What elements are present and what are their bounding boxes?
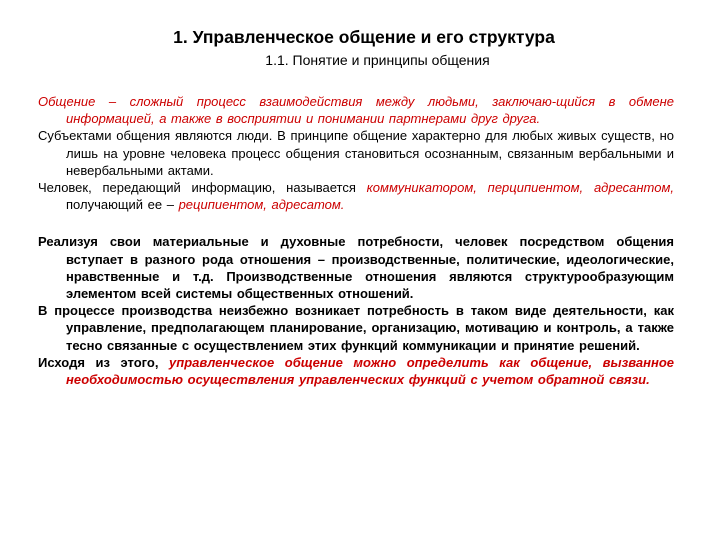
conclusion-paragraph	[38, 354, 674, 388]
paragraph-gap	[38, 213, 674, 233]
conclusion-text: Исходя из этого,	[38, 354, 170, 370]
communicator-paragraph	[38, 179, 674, 213]
communicator-text-2: получающий ее –	[66, 197, 179, 213]
communicator-text-1: Человек, передающий информацию, называется	[38, 180, 367, 196]
definition-paragraph: Общение – сложный процесс взаимодействия между людьми, заключаю-щийся в обмене информацией, а также в восприятии и понимании партнерами друг друга.	[38, 94, 674, 127]
slide-body	[38, 93, 674, 388]
communicator-terms: коммуникатором, перципиентом, адресантом,	[366, 180, 674, 196]
relations-paragraph: Реализуя свои материальные и духовные потребности, человек посредством общения вступает в разного рода отношения – производственные, политические, идеологические, нравственные и т.д. Производственные отношения являются структурообразующим элементом всей системы общественных отношений.	[38, 234, 674, 302]
recipient-terms: реципиентом, адресатом.	[178, 197, 345, 213]
management-paragraph: В процессе производства неизбежно возникает потребность в таком виде деятельности, как управление, предполагающем планирование, организацию, мотивацию и контроль, а также тесно связанные с осуществлением этих функций коммуникации и принятие решений.	[38, 303, 674, 353]
slide-title: 1. Управленческое общение и его структура	[173, 27, 555, 47]
slide-subtitle: 1.1. Понятие и принципы общения	[265, 52, 490, 68]
conclusion-definition: управленческое общение можно определить как общение, вызванное необходимостью осуществления управленческих функций с учетом обратной связи.	[66, 354, 674, 388]
subjects-paragraph: Субъектами общения являются люди. В принципе общение характерно для любых живых существ, но лишь на уровне человека процесс общения становиться осознанным, связанным вербальными и невербальными актами.	[38, 128, 674, 178]
